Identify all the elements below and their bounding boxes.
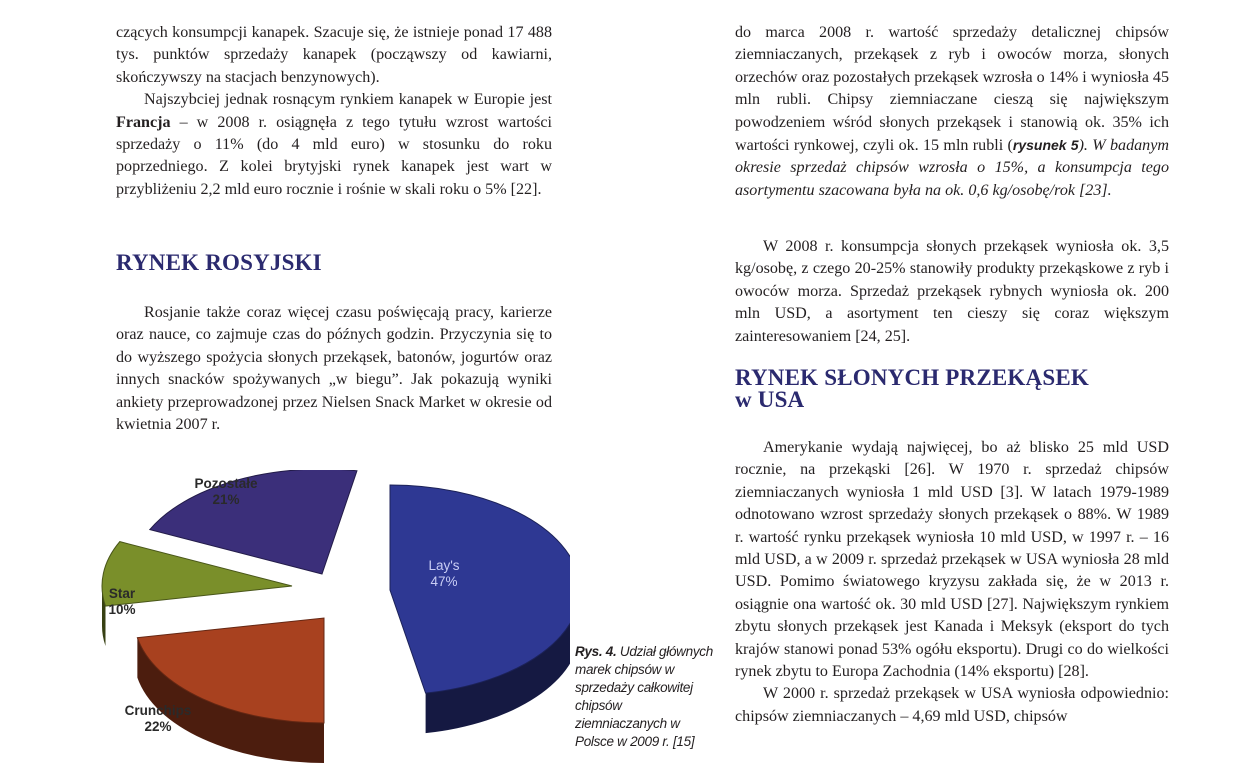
- paragraph-russians: [116, 302, 552, 436]
- paragraph-france-end: – w 2008 r. osiągnęła z tego tytułu wzrost wartości sprzedaży o 11% (do 4 mld euro) w stosunku do roku poprzedniego. Z kolei brytyjski rynek kanapek jest wart w przybliżeniu 2,2 mld euro rocznie i rośnie w skali roku o 5% [22].: [116, 113, 552, 198]
- pie-value-pozosta-e: 21%: [212, 492, 240, 507]
- left-column: [116, 22, 552, 201]
- paragraph-france-start: Najszybciej jednak rosnącym rynkiem kanapek w Europie jest: [144, 91, 552, 109]
- paragraph-retail-sales: [735, 22, 1169, 202]
- pie-slice-crunchips: [137, 618, 324, 763]
- paragraph-retail-sales-end: ). W badanym okresie sprzedaż chipsów wzrosła o 15%, a konsumpcja tego asortymentu szacowana była na ok. 0,6 kg/osobę/rok [23].: [735, 137, 1169, 199]
- pie-value-lay-s: 47%: [430, 574, 458, 589]
- figure-caption-text: Udział głównych marek chipsów w sprzedaży całkowitej chipsów ziemniaczanych w Polsce w 2009 r. [15]: [575, 644, 713, 749]
- pie-label-lay-s: Lay's: [428, 558, 460, 573]
- pie-chart: [100, 470, 570, 770]
- heading-russian-market: RYNEK ROSYJSKI: [116, 250, 322, 275]
- paragraph-retail-sales-start: do marca 2008 r. wartość sprzedaży detalicznej chipsów ziemniaczanych, przekąsek z ryb i owoców morza, słonych orzechów oraz pozostałych przekąsek wzrosła o 14% i wyniosła 45 mln rubli. Chipsy ziemniaczane cieszą się największym powodzeniem wśród słonych przekąsek i stanowią ok. 35% ich wartości rynkowej, czyli ok. 15 mln rubli (: [735, 24, 1169, 155]
- paragraph-consumption: W 2008 r. konsumpcja słonych przekąsek wyniosła ok. 3,5 kg/osobę, z czego 20-25% stanowiły produkty przekąskowe z ryb i owoców morza. Sprzedaż przekąsek rybnych wyniosła ok. 200 mln USD, a asortyment ten cieszy się coraz większym zainteresowaniem [24, 25].: [735, 238, 1169, 345]
- paragraph-usa-block: [735, 437, 1169, 728]
- pie-slices-group: [102, 470, 570, 763]
- paragraph-consumption-block: [735, 236, 1169, 348]
- paragraph-sandwich-points: czących konsumpcji kanapek. Szacuje się, że istnieje ponad 17 488 tys. punktów sprzedaży kanapek (począwszy od kawiarni, skończywszy na stacjach benzynowych).: [116, 24, 552, 86]
- pie-label-star: Star: [108, 586, 136, 601]
- figure-caption-label: Rys. 4.: [575, 644, 617, 659]
- heading-usa-line2: w USA: [735, 387, 805, 412]
- pie-value-star: 10%: [108, 602, 136, 617]
- heading-usa-line1: RYNEK SŁONYCH PRZEKĄSEK: [735, 365, 1089, 390]
- paragraph-americans: Amerykanie wydają najwięcej, bo aż blisko 25 mld USD rocznie, na przekąski [26]. W 1970 r. sprzedaż chipsów ziemniaczanych wyniosła 1 mld USD [3]. W latach 1979-1989 odnotowano wzrost sprzedaży słonych przekąsek o 88%. W 1989 r. wartość rynku przekąsek wyniosła 10 mld USD, w 1997 r. – 16 mld USD, a w 2009 r. sprzedaż przekąsek w USA wyniosła 28 mld USD. Pomimo światowego kryzysu zakłada się, że w 2013 r. osiągnie ona wartość ok. 30 mld USD [27]. Największym rynkiem zbytu słonych przekąsek jest Kanada i Meksyk (eksport do tych krajów stanowi ponad 53% ogółu eksportu). Drugi co do wielkości rynek zbytu to Europa Zachodnia (14% eksportu) [28].: [735, 439, 1169, 681]
- heading-usa-market: [735, 367, 1089, 411]
- paragraph-france: [116, 89, 552, 201]
- paragraph-2000-sales: W 2000 r. sprzedaż przekąsek w USA wyniosła odpowiednio: chipsów ziemniaczanych – 4,69 mld USD, chipsów: [735, 685, 1169, 725]
- figure-reference: rysunek 5: [1012, 137, 1079, 154]
- figure-caption: [575, 643, 715, 751]
- right-column: [735, 22, 1169, 202]
- pie-label-crunchips: Crunchips: [124, 703, 192, 718]
- france-bold: Francja: [116, 113, 171, 131]
- pie-label-pozosta-e: Pozostałe: [194, 476, 258, 491]
- pie-slice-lay-s: [390, 485, 570, 733]
- pie-value-crunchips: 22%: [144, 719, 172, 734]
- paragraph-russians-text: Rosjanie także coraz więcej czasu poświęcają pracy, karierze oraz nauce, co zajmuje czas do późnych godzin. Przyczynia się to do wyższego spożycia słonych przekąsek, batonów, jogurtów oraz innych snacków spożywanych „w biegu”. Jak pokazują wyniki ankiety przeprowadzonej przez Nielsen Snack Market w okresie od kwietnia 2007 r.: [116, 304, 552, 434]
